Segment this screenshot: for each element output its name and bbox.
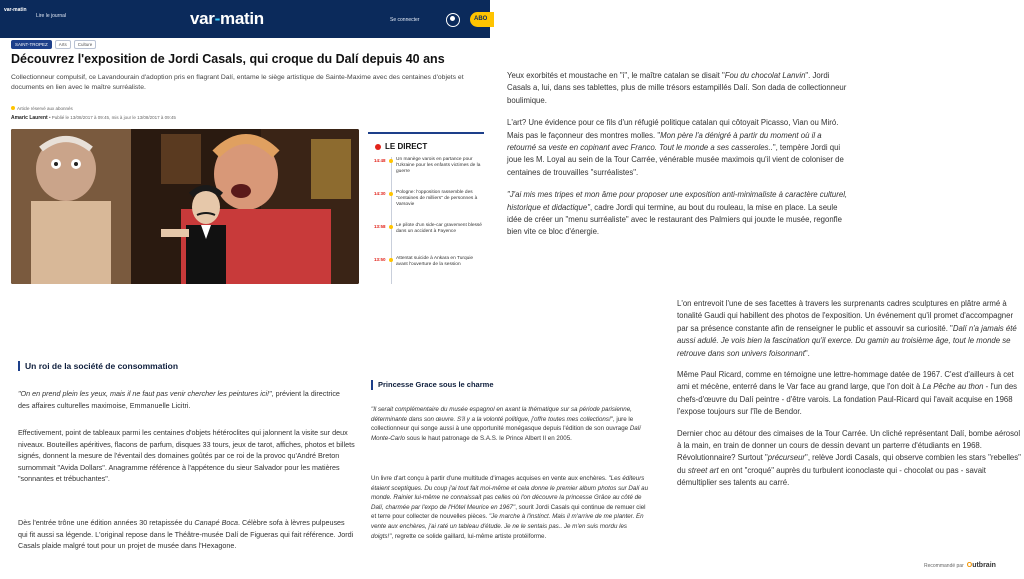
- text-run: Yeux exorbités et moustache en "i", le maître catalan se disait ": [507, 71, 725, 80]
- right-low-paragraph-3: [677, 428, 1021, 490]
- timeline-dot-icon: [389, 157, 393, 190]
- live-dot-icon: [375, 144, 381, 150]
- brand-logo[interactable]: [190, 9, 264, 29]
- quote: "Les éditeurs étaient sceptiques. Du coup j'ai tout fait moi-même et cela donne le premier album photos sur Dalí au monde. Rainier lui-même ne connaissait pas celles où l'on découvre la princesse Grâce au côté de Dalí, charmée par l'expo de l'Hôtel Meurice en 1967": [371, 475, 649, 511]
- live-time: 13:58: [374, 224, 386, 229]
- left-paragraph-2: Effectivement, point de tableaux parmi les centaines d'objets hétéroclites qui jalonnent la visite sur deux niveaux. Bouteilles apéritives, flacons de parfum, disques 33 tours, jeux de tarot, affiches, photos et billets signés, donnent la mesure de l'éventail des domaines goûtés par ce roi de la provoc qu'André Breton surnommait "Avida Dollars". Anagramme référence à l'appétence du sieur Salvador pour les matières "sonnantes et trébuchantes".: [18, 428, 355, 483]
- text-run: , prévient la directrice des affaires culturelles maximoise, Emmanuelle Licitri.: [18, 389, 340, 410]
- live-text: Un manège varois en partance pour l'Ukraine pour les enfants victimes de la guerre: [396, 157, 481, 174]
- live-text: Pologne: l'opposition rassemble des "centaines de milliers" de personnes à Varsovie: [396, 190, 478, 207]
- brand-right: matin: [220, 9, 264, 28]
- text-run: , sourit Jordi Casals qui continue de remuer ciel et terre pour collecter de nouvelles pièces.: [371, 503, 646, 521]
- tag-arts[interactable]: Arts: [55, 40, 71, 49]
- brand-left: var: [190, 9, 215, 28]
- text-run: , jure le collectionneur qui songe aussi à une opportunité monégasque depuis l'édition de son ouvrage: [371, 415, 634, 433]
- right-low-paragraph-1: [677, 298, 1021, 360]
- live-item[interactable]: [374, 256, 484, 284]
- outbrain-recommendation[interactable]: [924, 562, 996, 569]
- quote: "On en prend plein les yeux, mais il ne faut pas venir chercher les peintures ici!": [18, 389, 272, 398]
- right-top-paragraph-3: [507, 189, 852, 239]
- article-photo[interactable]: [11, 129, 359, 284]
- section-heading-consumer-king: Un roi de la société de consommation: [18, 361, 178, 371]
- tag-list: [11, 40, 96, 49]
- quote: "J'ai mis mes tripes et mon âme pour proposer une exposition anti-minimaliste à caractère culturel, historique et didactique": [507, 190, 848, 212]
- text-run: L'art? Une évidence pour ce fils d'un réfugié politique catalan qui côtoyait Picasso, Vian ou Miró. Mais pas le façonneur des montres molles. ": [507, 118, 839, 140]
- right-lower-column: [677, 298, 1021, 499]
- small-logo[interactable]: var-matin: [4, 7, 27, 13]
- live-time: 14:48: [374, 158, 386, 163]
- subscribe-button[interactable]: ABO: [470, 12, 494, 27]
- live-time: 14:30: [374, 191, 386, 196]
- site-header: [0, 0, 490, 38]
- live-title[interactable]: [368, 134, 484, 151]
- text-run: Dès l'entrée trône une édition années 30 retapissée du: [18, 518, 195, 527]
- text-run: ".: [804, 348, 810, 358]
- timeline-dot-icon: [389, 223, 393, 256]
- article-title: Découvrez l'exposition de Jordi Casals, qui croque du Dalí depuis 40 ans: [11, 52, 445, 66]
- text-run: en ont "croqué" auprès du turbulent iconoclaste qui - chocolat ou pas - savait démultiplier ses talents au carré.: [677, 465, 986, 488]
- tag-culture[interactable]: Culture: [74, 40, 97, 49]
- italic-run: Fou du chocolat Lanvin: [724, 71, 806, 80]
- right-top-column: [507, 70, 852, 249]
- text-run: ". Jordi Casals a, lui, dans ses tablettes, plus de mille trésors estampillés Dalí. Son dada de collectionneur boulimique.: [507, 71, 847, 105]
- italic-run: La Pêche au thon: [922, 382, 984, 392]
- live-feed: [368, 132, 484, 284]
- italic-run: street art: [687, 465, 719, 475]
- left-paragraph-1: [18, 388, 353, 411]
- lock-icon: [11, 106, 15, 110]
- section-heading-princess-grace: Princesse Grace sous le charme: [371, 380, 494, 390]
- outbrain-rest: utbrain: [972, 562, 996, 569]
- quote: Dalí n'a jamais été aussi adulé. Je vois bien la fascination qu'il exerce. Du gamin au troisième âge, tout le monde se retrouve dans son univers foisonnant: [677, 323, 1017, 358]
- publish-dates: Publié le 13/08/2017 à 09:45, mis à jour le 13/08/2017 à 09:45: [51, 115, 176, 120]
- login-link[interactable]: Se connecter: [390, 17, 420, 23]
- quote: "Je marche à l'instinct. Mais il m'arrive de me planter. En vente aux enchères, j'ai raté un tableau d'étude. Je ne le sentais pas.. Je m'en suis mordu les doigts!": [371, 513, 644, 540]
- text-run: ", relève Jordi Casals, qui observe combien les stars "rebelles" du: [677, 453, 1021, 475]
- text-run: , regrette ce solide gaillard, lui-même artiste protéiforme.: [391, 532, 547, 540]
- outbrain-logo: [967, 562, 996, 569]
- text-run: Un livre d'art conçu à partir d'une multitude d'images acquises en vente aux enchères.: [371, 475, 609, 482]
- text-run: . Célèbre sofa à lèvres pulpeuses qui fit aussi sa légende. L'original repose dans le Théâtre-musée Dalí de Figueras qui fait référence. Jordi Casals plaide malgré tout pour un projet de musée dans l'Hexagone.: [18, 518, 354, 550]
- text-run: Même Paul Ricard, comme en témoigne une lettre-hommage datée de 1967. C'est d'ailleurs à cet ami et mécène, enterré dans le Var face au grand large, que l'on doit à: [677, 370, 1014, 392]
- reco-label: Recommandé par: [924, 562, 964, 569]
- read-journal-link[interactable]: Lire le journal: [36, 13, 67, 19]
- tag-saint-tropez[interactable]: SAINT-TROPEZ: [11, 40, 52, 49]
- mid-paragraph-1: [371, 405, 646, 443]
- text-run: - l'un des chefs-d'œuvre du Dalí peintre - d'être varois. La fondation Paul-Ricard qui l'avait acquise en 1968 l'expose toujours sur l'île de Bendor.: [677, 382, 1018, 417]
- timeline-dot-icon: [389, 256, 393, 284]
- photo-illustration: [11, 129, 359, 284]
- text-run: L'on entrevoit l'une de ses facettes à travers les surprenants cadres sculptures en plâtre armé à tonalité Gaudi qui habillent des photos de l'exposition. Un événement qu'il promet d'accompagner par sa présence constante afin de renseigner le public et assouvir sa curiosité. ": [677, 299, 1014, 333]
- live-item[interactable]: [374, 190, 484, 223]
- user-icon[interactable]: [446, 13, 460, 27]
- brand-dash: -: [214, 9, 220, 28]
- timeline-dot-icon: [389, 190, 393, 223]
- text-run: ", tempère Jordi qui joue les M. Loyal au sein de la Tour Carrée, vénérable musée maximois qu'il vient de coloniser de centaines de trouvailles "surréalistes".: [507, 143, 844, 177]
- text-run: Dernier choc au détour des cimaises de la Tour Carrée. Un cliché représentant Dalí, bombe aérosol à la main, en train de donner un cours de dessin devant un parterre d'étudiants en 1968. Révolutionnaire? Surtout ": [677, 428, 1021, 463]
- right-top-paragraph-1: [507, 70, 852, 107]
- right-low-paragraph-2: [677, 369, 1021, 419]
- subscriber-note: [11, 106, 73, 111]
- left-paragraph-3: [18, 517, 356, 552]
- mid-paragraph-2: [371, 474, 649, 541]
- italic-run: Dalí Monte-Carlo: [371, 425, 641, 442]
- subscriber-note-text: Article réservé aux abonnés: [17, 106, 73, 111]
- quote: "Il serait complémentaire du musée espagnol en axant la thématique sur sa période parisienne, déterminante dans son œuvre. S'il y a la volonté politique, j'offre toutes mes collections!": [371, 406, 632, 423]
- live-item[interactable]: [374, 223, 484, 256]
- article-lead: Collectionneur compulsif, ce Lavandourain d'adoption pris en flagrant Dalí, entame le siège artistique de Sainte-Maxime avec des centaines d'objets et documents en lien avec le maître surréaliste.: [11, 74, 464, 91]
- live-time: 13:50: [374, 257, 386, 262]
- outbrain-o: O: [966, 562, 973, 569]
- live-text: Attentat suicide à Ankara en Turquie avant l'ouverture de la session: [396, 256, 474, 267]
- italic-run: précurseur: [767, 453, 806, 463]
- right-top-paragraph-2: [507, 117, 852, 179]
- live-text: Le pilote d'un side-car gravement blessé dans un accident à Fayence: [396, 223, 482, 234]
- text-run: sous le haut patronage de S.A.S. le Prince Albert II en 2005.: [405, 434, 572, 442]
- live-item[interactable]: [374, 157, 484, 190]
- italic-run: Canapé Boca: [194, 518, 238, 527]
- quote: Mon père l'a dénigré à partir du moment où il a retourné sa veste en copinant avec Franco. Tout le monde a ses casseroles..: [507, 130, 822, 153]
- live-list: [374, 157, 484, 284]
- article-meta: Amaric Laurent • Publié le 13/08/2017 à 09:45, mis à jour le 13/08/2017 à 09:45: [11, 115, 176, 121]
- text-run: , cadre Jordi qui termine, au bout du rouleau, la mise en place. La seule idée de créer un "menu surréaliste" avec le restaurant des Palmiers qui jouxte le musée, regonfle bien vite ce bloc d'énergie.: [507, 202, 842, 237]
- live-title-text: LE DIRECT: [385, 142, 428, 151]
- author-name[interactable]: Amaric Laurent: [11, 115, 48, 121]
